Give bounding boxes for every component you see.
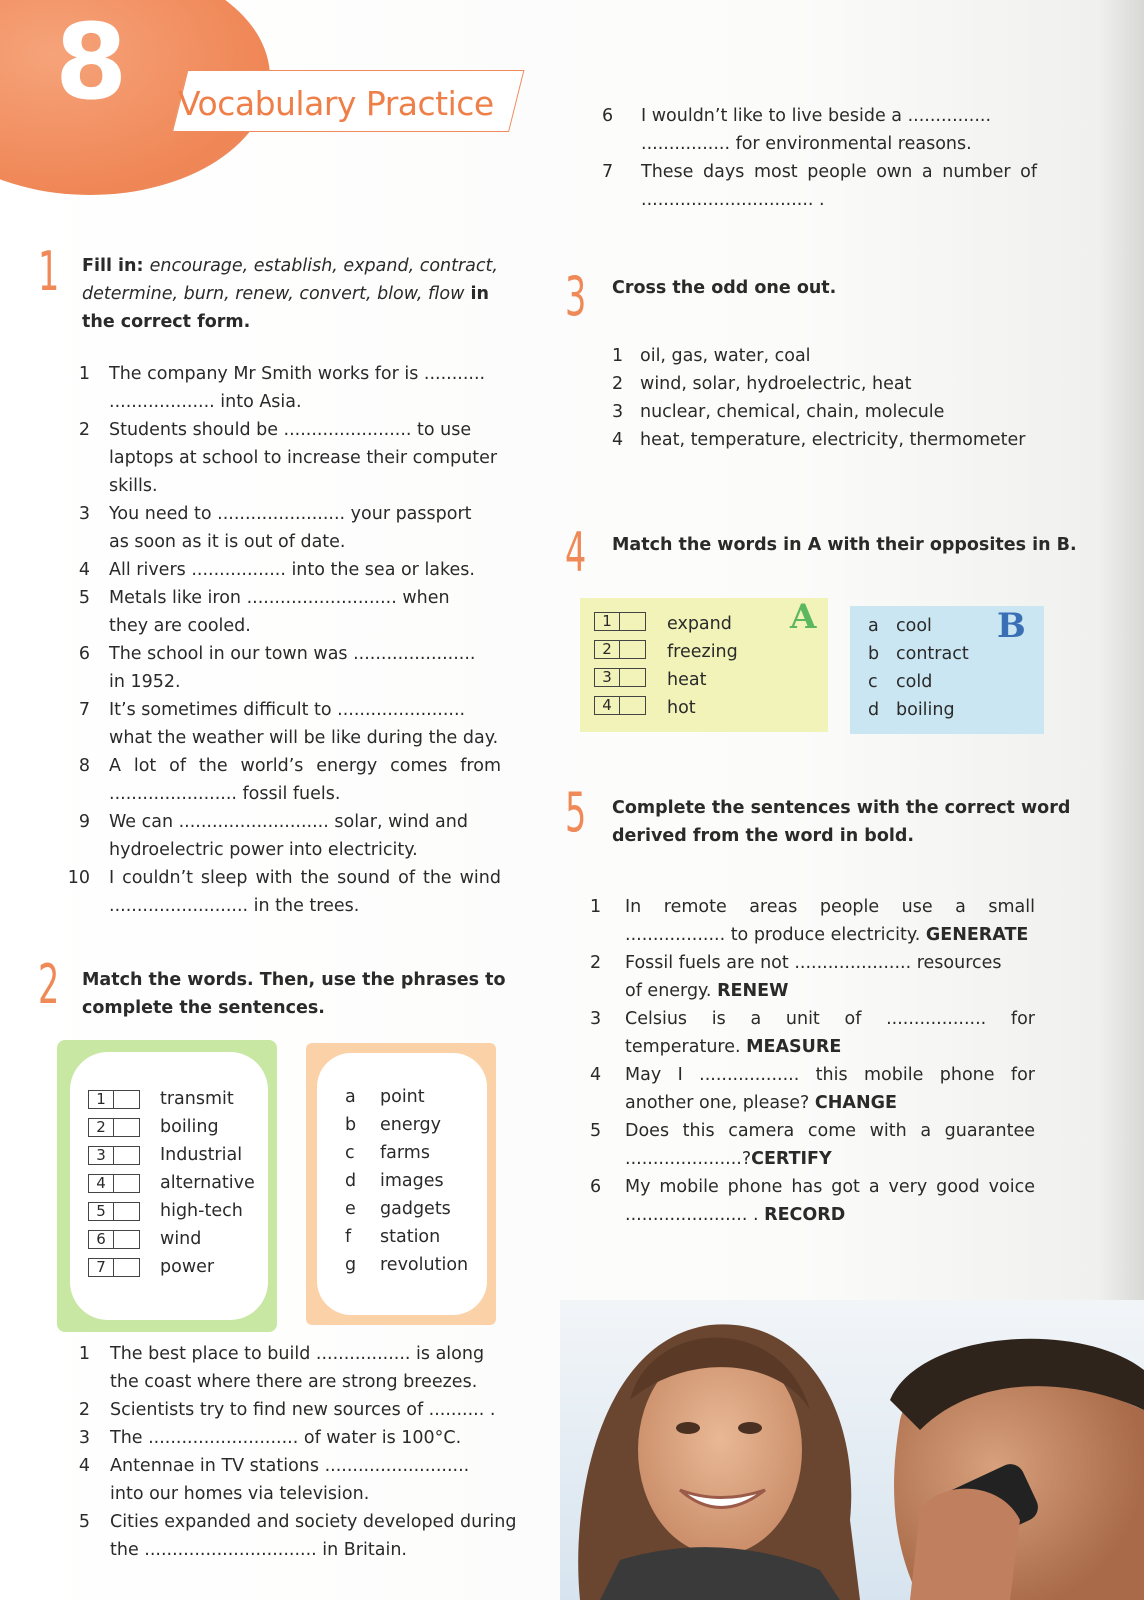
match-letter: f	[345, 1227, 352, 1247]
exercise-line: Scientists try to find new sources of .......... .	[110, 1400, 496, 1420]
exercise-line: Celsius is a unit of .................. for	[625, 1009, 1035, 1029]
exercise-line: Metals like iron ........................... when	[109, 588, 450, 608]
item-number: 2	[78, 1400, 90, 1420]
exercise-5-number: 5	[565, 781, 587, 844]
exercise-line: .................. to produce electricity. GENERATE	[625, 925, 1029, 945]
item-number: 4	[78, 1456, 90, 1476]
match-word: images	[380, 1171, 444, 1191]
exercise-line: Does this camera come with a guarantee	[625, 1121, 1035, 1141]
exercise-line: ............................... .	[641, 190, 825, 210]
match-letter: b	[868, 644, 880, 664]
box-number: 1	[88, 1090, 114, 1109]
item-number: 1	[78, 1344, 90, 1364]
box-number: 4	[594, 696, 620, 715]
answer-box[interactable]	[594, 668, 646, 689]
exercise-line: Fossil fuels are not ..................... resources	[625, 953, 1002, 973]
match-letter: d	[868, 700, 880, 720]
exercise-line: wind, solar, hydroelectric, heat	[640, 374, 912, 394]
box-number: 1	[594, 612, 620, 631]
exercise-line: All rivers ................. into the sea or lakes.	[109, 560, 475, 580]
exercise-1-instruction: Fill in: encourage, establish, expand, contract, determine, burn, renew, convert, blow, flow in the correct form.	[82, 256, 498, 332]
match-word: freezing	[667, 642, 738, 662]
match-letter: g	[345, 1255, 357, 1275]
item-number: 1	[590, 897, 602, 917]
answer-box[interactable]	[88, 1118, 140, 1139]
item-number: 5	[590, 1121, 602, 1141]
exercise-line: The company Mr Smith works for is ...........	[109, 364, 486, 384]
exercise-line: My mobile phone has got a very good voice	[625, 1177, 1035, 1197]
match-word: contract	[896, 644, 969, 664]
match-word: farms	[380, 1143, 430, 1163]
match-word: high-tech	[160, 1201, 243, 1221]
exercise-4-instruction: Match the words in A with their opposites in B.	[612, 535, 1077, 555]
match-word: boiling	[896, 700, 955, 720]
item-number: 2	[612, 374, 624, 394]
match-word: hot	[667, 698, 696, 718]
item-number: 3	[78, 504, 90, 524]
exercise-2-instruction: Match the words. Then, use the phrases to complete the sentences.	[82, 970, 506, 1018]
exercise-line: heat, temperature, electricity, thermometer	[640, 430, 1026, 450]
answer-box[interactable]	[88, 1230, 140, 1251]
exercise-line: I couldn’t sleep with the sound of the wind	[109, 868, 501, 888]
item-number: 5	[78, 588, 90, 608]
exercise-line: .....................?CERTIFY	[625, 1149, 832, 1169]
match-word: energy	[380, 1115, 441, 1135]
exercise-line: ...................... . RECORD	[625, 1205, 846, 1225]
exercise-line: into our homes via television.	[110, 1484, 370, 1504]
exercise-line: oil, gas, water, coal	[640, 346, 811, 366]
item-number: 7	[78, 700, 90, 720]
page-title: Vocabulary Practice	[178, 84, 494, 123]
item-number: 8	[78, 756, 90, 776]
match-word: boiling	[160, 1117, 219, 1137]
exercise-4-number: 4	[565, 521, 587, 584]
answer-box[interactable]	[88, 1146, 140, 1167]
match-letter: a	[868, 616, 879, 636]
answer-box[interactable]	[594, 640, 646, 661]
match-letter: d	[345, 1171, 357, 1191]
exercise-line: Students should be ....................... to use	[109, 420, 472, 440]
item-number: 2	[590, 953, 602, 973]
answer-box[interactable]	[88, 1174, 140, 1195]
box-number: 4	[88, 1174, 114, 1193]
box-number: 6	[88, 1230, 114, 1249]
match-word: cold	[896, 672, 933, 692]
item-number: 2	[78, 420, 90, 440]
exercise-line: It’s sometimes difficult to .......................	[109, 700, 466, 720]
exercise-line: temperature. MEASURE	[625, 1037, 842, 1057]
column-b-label: B	[997, 606, 1026, 646]
item-number: 4	[78, 560, 90, 580]
exercise-line: laptops at school to increase their computer	[109, 448, 498, 468]
item-number: 6	[590, 1177, 602, 1197]
answer-box[interactable]	[88, 1090, 140, 1111]
exercise-line: The school in our town was ......................	[109, 644, 476, 664]
exercise-line: of energy. RENEW	[625, 981, 789, 1001]
item-number: 6	[602, 106, 614, 126]
box-number: 5	[88, 1202, 114, 1221]
item-number: 5	[78, 1512, 90, 1532]
match-word: alternative	[160, 1173, 255, 1193]
match-word: transmit	[160, 1089, 234, 1109]
exercise-2-number: 2	[38, 953, 60, 1016]
item-number: 6	[78, 644, 90, 664]
answer-box[interactable]	[594, 612, 646, 633]
answer-box[interactable]	[88, 1258, 140, 1279]
exercise-line: In remote areas people use a small	[625, 897, 1035, 917]
exercise-5-instruction: Complete the sentences with the correct word derived from the word in bold.	[612, 798, 1071, 846]
item-number: 1	[612, 346, 624, 366]
item-number: 3	[78, 1428, 90, 1448]
item-number: 7	[602, 162, 614, 182]
item-number: 9	[78, 812, 90, 832]
exercise-line: ................... into Asia.	[109, 392, 302, 412]
photo-couple-phone	[560, 1300, 1144, 1600]
match-letter: e	[345, 1199, 356, 1219]
match-letter: a	[345, 1087, 356, 1107]
exercise-line: You need to ....................... your passport	[109, 504, 472, 524]
box-number: 3	[88, 1146, 114, 1165]
column-a-label: A	[790, 597, 817, 637]
exercise-line: May I .................. this mobile phone for	[625, 1065, 1035, 1085]
exercise-line: These days most people own a number of	[641, 162, 1037, 182]
exercise-line: skills.	[109, 476, 158, 496]
item-number: 1	[78, 364, 90, 384]
item-number: 4	[612, 430, 624, 450]
exercise-line: I wouldn’t like to live beside a ...............	[641, 106, 992, 126]
item-number: 3	[590, 1009, 602, 1029]
match-letter: c	[868, 672, 878, 692]
exercise-line: the ............................... in Britain.	[110, 1540, 407, 1560]
item-number: 10	[67, 868, 90, 888]
box-number: 2	[594, 640, 620, 659]
box-number: 7	[88, 1258, 114, 1277]
match-word: expand	[667, 614, 732, 634]
box-number: 3	[594, 668, 620, 687]
exercise-line: A lot of the world’s energy comes from	[109, 756, 501, 776]
match-word: power	[160, 1257, 215, 1277]
exercise-line: ....................... fossil fuels.	[109, 784, 341, 804]
exercise-line: in 1952.	[109, 672, 181, 692]
exercise-line: We can ........................... solar, wind and	[109, 812, 468, 832]
exercise-line: Antennae in TV stations ..........................	[110, 1456, 470, 1476]
exercise-3-instruction: Cross the odd one out.	[612, 278, 837, 298]
exercise-1-number: 1	[38, 240, 60, 303]
item-number: 4	[590, 1065, 602, 1085]
exercise-3-number: 3	[565, 265, 587, 328]
exercise-line: they are cooled.	[109, 616, 251, 636]
match-letter: c	[345, 1143, 355, 1163]
box-number: 2	[88, 1118, 114, 1137]
match-word: heat	[667, 670, 707, 690]
exercise-line: the coast where there are strong breezes.	[110, 1372, 478, 1392]
match-word: cool	[896, 616, 932, 636]
exercise-line: what the weather will be like during the day.	[109, 728, 499, 748]
exercise-line: ......................... in the trees.	[109, 896, 360, 916]
match-word: point	[380, 1087, 425, 1107]
exercise-line: ................ for environmental reasons.	[641, 134, 972, 154]
answer-box[interactable]	[88, 1202, 140, 1223]
match-word: wind	[160, 1229, 202, 1249]
exercise-line: hydroelectric power into electricity.	[109, 840, 418, 860]
exercise-line: The best place to build ................. is along	[110, 1344, 485, 1364]
item-number: 3	[612, 402, 624, 422]
chapter-number: 8	[55, 1, 128, 123]
exercise-line: as soon as it is out of date.	[109, 532, 346, 552]
match-letter: b	[345, 1115, 357, 1135]
exercise-line: Cities expanded and society developed during	[110, 1512, 517, 1532]
match-word: station	[380, 1227, 441, 1247]
match-word: gadgets	[380, 1199, 451, 1219]
match-word: revolution	[380, 1255, 469, 1275]
answer-box[interactable]	[594, 696, 646, 717]
match-word: Industrial	[160, 1145, 243, 1165]
exercise-line: another one, please? CHANGE	[625, 1093, 897, 1113]
exercise-line: nuclear, chemical, chain, molecule	[640, 402, 945, 422]
exercise-line: The ........................... of water is 100°C.	[110, 1428, 462, 1448]
